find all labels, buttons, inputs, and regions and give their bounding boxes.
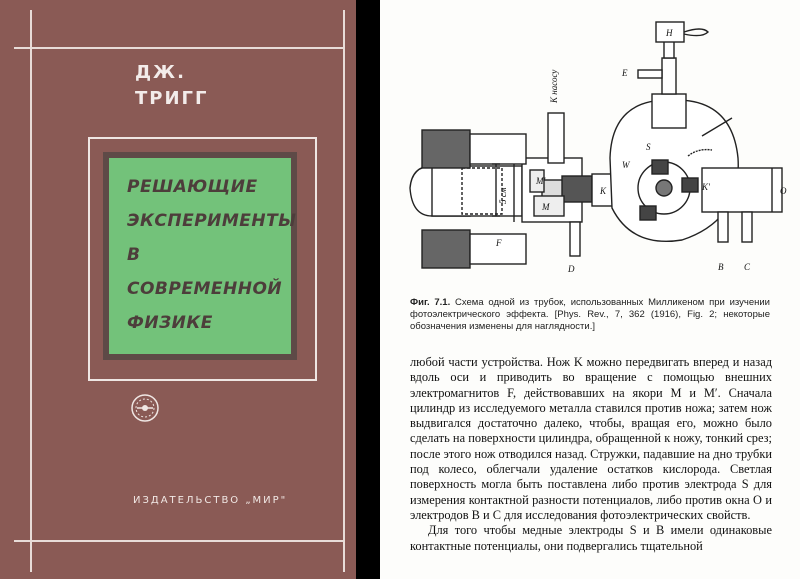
cover-line-left: [30, 10, 32, 572]
label-H: H: [666, 28, 673, 38]
label-Mprime: M': [536, 176, 546, 186]
label-E: E: [622, 68, 628, 78]
book-page: [380, 0, 800, 579]
cover-line-bottom: [14, 540, 344, 542]
label-B: B: [718, 262, 724, 272]
label-scale: 5 см: [498, 187, 508, 204]
cover-line-top: [14, 47, 344, 49]
caption-text: Схема одной из трубок, использованных Милликеном при изучении фотоэлектрического эффекта. [Phys. Rev., 7, 362 (1916), Fig. 2; некоторые обозначения изменены для наглядности.]: [410, 297, 770, 332]
publisher-emblem-icon: [130, 393, 160, 423]
label-D: D: [568, 264, 575, 274]
title-line-2: ЭКСПЕРИМЕНТЫ: [127, 211, 297, 231]
paragraph-2: Для того чтобы медные электроды S и B имели одинаковые контактные потенциалы, они подвергались тщательной: [410, 523, 772, 553]
cover-author: [135, 60, 208, 112]
cover-publisher: ИЗДАТЕЛЬСТВО „МИР": [133, 495, 288, 506]
label-M: M: [542, 202, 550, 212]
author-line-1: ДЖ.: [135, 62, 186, 83]
label-F: F: [496, 238, 502, 248]
title-line-1: РЕШАЮЩИЕ: [127, 177, 258, 197]
millikan-tube-diagram: [402, 8, 788, 290]
label-K: K: [600, 186, 607, 196]
title-line-3: В СОВРЕМЕННОЙ: [127, 245, 283, 299]
label-O: O: [780, 186, 787, 196]
book-cover: [0, 0, 356, 579]
caption-number: Фиг. 7.1.: [410, 297, 451, 308]
label-pump: К насосу: [549, 69, 559, 103]
label-W: W: [622, 160, 630, 170]
title-line-4: ФИЗИКЕ: [127, 313, 213, 333]
label-C: C: [744, 262, 751, 272]
body-text: [410, 355, 772, 554]
author-line-2: ТРИГГ: [135, 88, 209, 109]
cover-line-right: [343, 10, 345, 572]
cover-title: [127, 170, 296, 340]
paragraph-1: любой части устройства. Нож K можно передвигать вперед и назад вдоль оси и приводить во вращение с помощью внешних электромагнитов F, действовавших на якори M и M′. Сначала цилиндр из исследуемого металла ставился против ножа; затем нож выдвигался достаточно далеко, чтобы, вращая его, можно было сделать на поверхности цилиндра, обращенной к ножу, тонкий срез; после этого нож отводился назад. Стружки, падавшие на дно трубки под колесо, облегчали удаление остатков кислорода. Светлая поверхность могла быть поставлена либо против электрода S для измерения контактной разности потенциалов, либо против окна O и электродов B и C для исследования фотоэлектрических свойств.: [410, 355, 772, 522]
label-S: S: [646, 142, 651, 152]
label-Kprime: K': [702, 182, 710, 192]
cover-title-panel: [103, 152, 297, 360]
figure-caption: [410, 297, 770, 333]
